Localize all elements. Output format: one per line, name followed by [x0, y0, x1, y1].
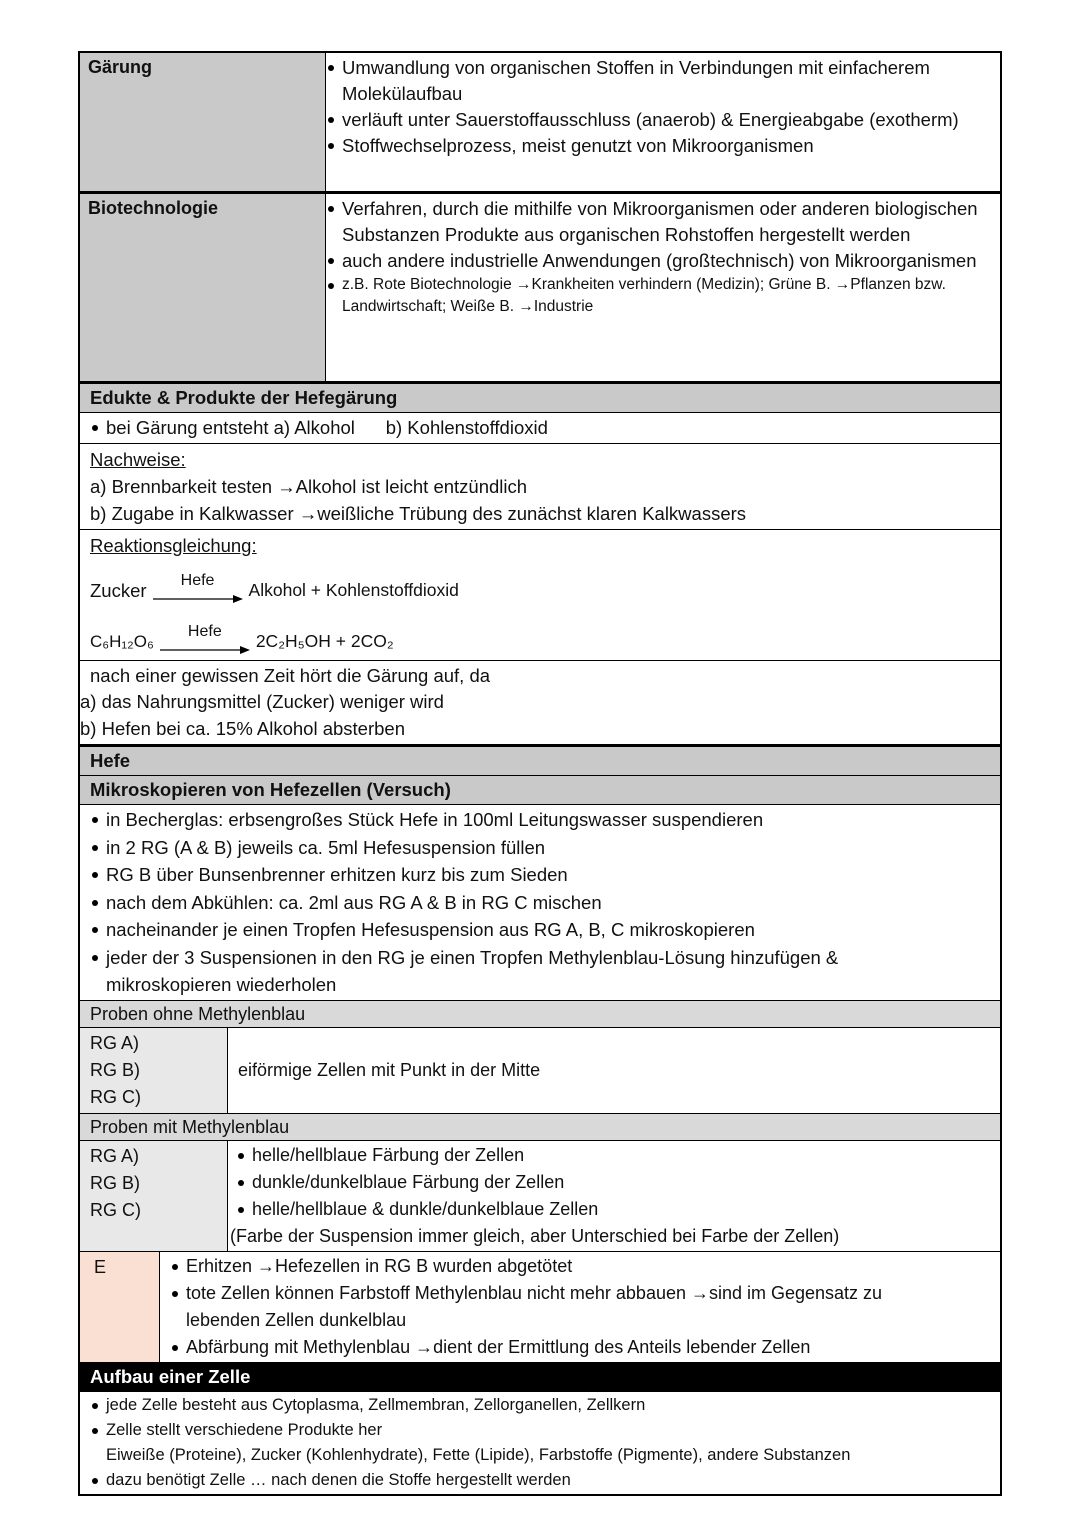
ende-intro: nach einer gewissen Zeit hört die Gärung auf, da: [90, 664, 491, 686]
e-point: Abfärbung mit Methylenblau →dient der Ermittlung des Anteils lebender Zellen: [174, 1334, 990, 1361]
equation-formula: [90, 618, 990, 655]
versuch-step: RG B über Bunsenbrenner erhitzen kurz bis zum Sieden: [94, 861, 990, 889]
rg-label: RG B): [90, 1172, 141, 1193]
mit-labels: [80, 1141, 228, 1251]
section-header-zelle: Aufbau einer Zelle: [80, 1363, 1000, 1391]
biotech-point: auch andere industrielle Anwendungen (großtechnisch) von Mikroorganismen: [330, 248, 994, 274]
eq1-catalyst: Hefe: [180, 571, 215, 589]
rg-label: RG C): [90, 1199, 141, 1220]
mit-title: Proben mit Methylenblau: [80, 1114, 1000, 1140]
ohne-title: Proben ohne Methylenblau: [80, 1001, 1000, 1027]
e-label: E: [80, 1252, 160, 1362]
term-biotech: Biotechnologie: [80, 194, 326, 381]
edukte-bullet: bei Gärung entsteht a) Alkohol b) Kohlenstoffdioxid: [94, 414, 990, 442]
versuch-step: nacheinander je einen Tropfen Hefesuspension aus RG A, B, C mikroskopieren: [94, 916, 990, 944]
reaction-arrow-icon: [160, 645, 250, 655]
eq2-catalyst: Hefe: [187, 622, 222, 640]
gaerung-point: Stoffwechselprozess, meist genutzt von Mikroorganismen: [330, 133, 994, 159]
versuch-steps: [80, 805, 1000, 1000]
nachweis-item: b) Zugabe in Kalkwasser →weißliche Trübung des zunächst klaren Kalkwassers: [90, 502, 747, 524]
zelle-subpoint: Eiweiße (Proteine), Zucker (Kohlenhydrate), Fette (Lipide), Farbstoffe (Pigmente), andere Substanzen: [106, 1445, 851, 1464]
gaerung-point: verläuft unter Sauerstoffausschluss (anaerob) & Energieabgabe (exotherm): [330, 107, 994, 133]
versuch-step: in Becherglas: erbsengroßes Stück Hefe in 100ml Leitungswasser suspendieren: [94, 806, 990, 834]
zelle-points: [80, 1392, 1000, 1494]
rg-label: RG C): [90, 1086, 141, 1107]
ende-item: a) das Nahrungsmittel (Zucker) weniger wird: [80, 691, 444, 712]
ohne-labels: [80, 1028, 228, 1113]
eq1-left: Zucker: [90, 579, 147, 601]
reaction-arrow-icon: [153, 594, 243, 604]
ende-block: [80, 661, 1000, 745]
nachweise-title: Nachweise:: [90, 448, 186, 470]
section-header-versuch: Mikroskopieren von Hefezellen (Versuch): [80, 776, 1000, 804]
ohne-result: eiförmige Zellen mit Punkt in der Mitte: [238, 1059, 541, 1080]
e-points: [160, 1252, 1000, 1362]
biotech-point: Verfahren, durch die mithilfe von Mikroorganismen oder anderen biologischen Substanzen Produkte aus organischen Rohstoffen hergestellt werden: [330, 196, 994, 248]
term-gaerung: Gärung: [80, 53, 326, 191]
versuch-step: nach dem Abkühlen: ca. 2ml aus RG A & B in RG C mischen: [94, 889, 990, 917]
zelle-point: Zelle stellt verschiedene Produkte her: [94, 1418, 990, 1443]
nachweise-block: [80, 444, 1000, 529]
equation-words: [90, 567, 990, 604]
section-header-edukte: Edukte & Produkte der Hefegärung: [80, 384, 1000, 412]
gaerung-point: Umwandlung von organischen Stoffen in Verbindungen mit einfacherem Molekülaufbau: [330, 55, 994, 107]
reaktion-block: [80, 530, 1000, 660]
ende-item: b) Hefen bei ca. 15% Alkohol absterben: [80, 717, 405, 739]
nachweis-item: a) Brennbarkeit testen →Alkohol ist leicht entzündlich: [90, 475, 528, 497]
biotech-example: z.B. Rote Biotechnologie →Krankheiten verhindern (Medizin); Grüne B. →Pflanzen bzw. Landwirtschaft; Weiße B. →Industrie: [330, 274, 994, 318]
eq2-right: 2C₂H₅OH + 2CO₂: [255, 630, 394, 651]
rg-label: RG A): [90, 1032, 140, 1053]
reaktion-title: Reaktionsgleichung:: [90, 534, 257, 556]
versuch-step: in 2 RG (A & B) jeweils ca. 5ml Hefesuspension füllen: [94, 834, 990, 862]
rg-label: RG B): [90, 1059, 141, 1080]
mit-note: (Farbe der Suspension immer gleich, aber Unterschied bei Farbe der Zellen): [230, 1225, 840, 1246]
eq1-right: Alkohol + Kohlenstoffdioxid: [248, 579, 459, 600]
mit-results: [228, 1141, 1000, 1251]
mit-result: dunkle/dunkelblaue Färbung der Zellen: [240, 1169, 990, 1196]
rg-label: RG A): [90, 1145, 140, 1166]
zelle-point: dazu benötigt Zelle … nach denen die Stoffe hergestellt werden: [94, 1468, 990, 1493]
mit-result: helle/hellblaue & dunkle/dunkelblaue Zellen: [240, 1196, 990, 1223]
versuch-step: jeder der 3 Suspensionen in den RG je einen Tropfen Methylenblau-Lösung hinzufügen & mikroskopieren wiederholen: [94, 944, 990, 999]
mit-result: helle/hellblaue Färbung der Zellen: [240, 1142, 990, 1169]
row-gaerung: [80, 53, 1000, 191]
worksheet: [78, 51, 1002, 1496]
def-gaerung: [326, 53, 1000, 191]
eq2-left: C₆H₁₂O₆: [90, 631, 154, 651]
e-point: tote Zellen können Farbstoff Methylenblau nicht mehr abbauen →sind im Gegensatz zu lebenden Zellen dunkelblau: [174, 1280, 990, 1334]
row-biotech: [80, 191, 1000, 381]
e-point: Erhitzen →Hefezellen in RG B wurden abgetötet: [174, 1253, 990, 1280]
zelle-point: jede Zelle besteht aus Cytoplasma, Zellmembran, Zellorganellen, Zellkern: [94, 1393, 990, 1418]
section-header-hefe: Hefe: [80, 747, 1000, 775]
def-biotech: [326, 194, 1000, 381]
